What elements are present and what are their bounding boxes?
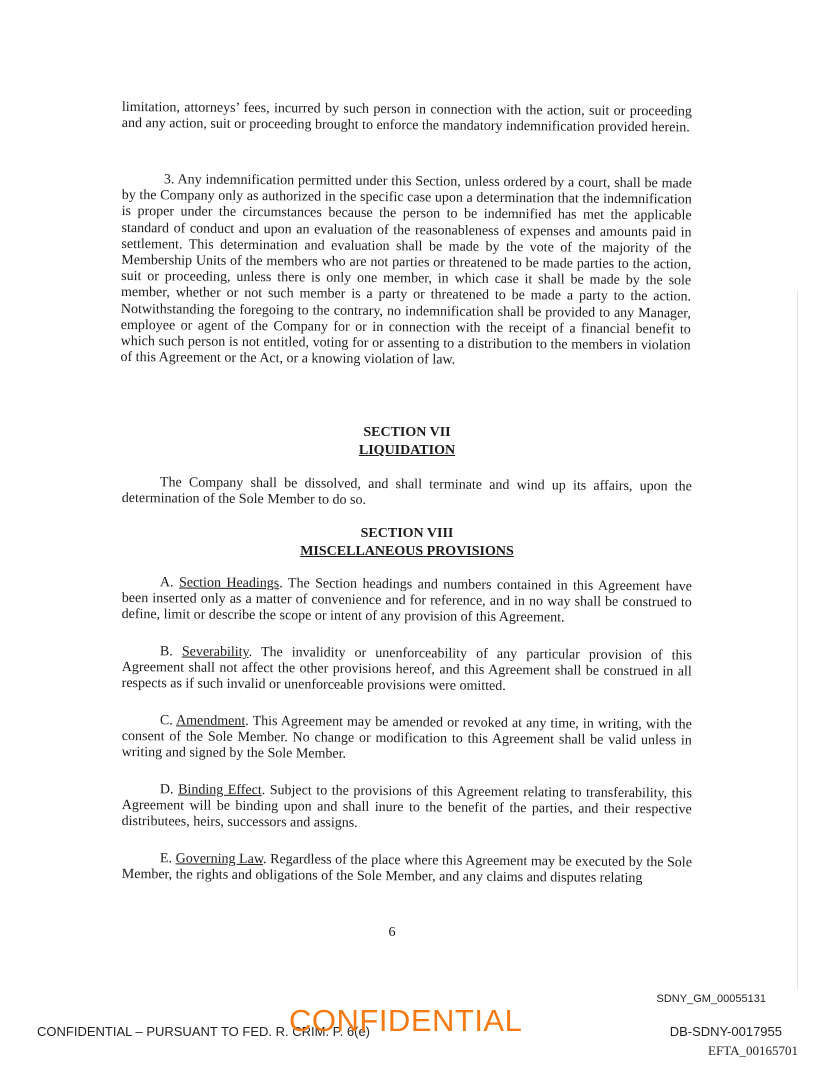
provision-letter: A.: [159, 575, 174, 591]
document-id: DB-SDNY-0017955: [669, 1024, 782, 1039]
paragraph-indemnification-3: [120, 172, 692, 371]
section-title: LIQUIDATION: [358, 443, 456, 458]
scan-edge-line: [797, 290, 798, 990]
confidentiality-notice: CONFIDENTIAL – PURSUANT TO FED. R. CRIM. P. 6(e): [37, 1024, 371, 1039]
provision-heading: Severability: [181, 644, 249, 660]
provision-letter: C.: [159, 713, 173, 729]
section-number: SECTION VII: [363, 425, 451, 440]
provision-a: [122, 575, 692, 628]
paragraph-indemnification-continued: [122, 100, 692, 137]
provision-text: . Regardless of the place where this Agreement may be executed by the Sole Member, the rights and obligations of the Sole Member, and any claims and disputes relating: [121, 852, 692, 887]
page-number: 6: [388, 925, 396, 940]
provision-heading: Section Headings: [178, 575, 280, 592]
efta-number: EFTA_00165701: [708, 1043, 798, 1058]
bates-number: SDNY_GM_00055131: [656, 993, 766, 1005]
provision-text: . This Agreement may be amended or revoked at any time, in writing, with the consent of the Sole Member. No change or modification to this Agreement shall be valid unless in writing and signed by the Sole Member.: [121, 713, 692, 763]
provision-heading: Governing Law: [175, 851, 264, 868]
provision-e: [122, 851, 692, 888]
section-viii-heading: [122, 525, 692, 561]
section-number: SECTION VIII: [360, 526, 454, 541]
provision-d: [122, 782, 692, 835]
provision-text: . Subject to the provisions of this Agreement relating to transferability, this Agreement will be binding upon and shall inure to the benefit of the parties, and their respective distributees, heirs, successors and assigns.: [121, 783, 692, 832]
provision-heading: Amendment: [176, 713, 246, 729]
provision-c: [122, 713, 692, 766]
provision-letter: B.: [159, 644, 173, 660]
confidential-stamp: CONFIDENTIAL: [289, 1003, 523, 1038]
provision-b: [122, 644, 692, 697]
paragraph-text: 3. Any indemnification permitted under this Section, unless ordered by a court, shall be made by the Company only as authorized in the specific case upon a determination that the indemnification is proper under the circumstances because the person to be indemnified has met the applicable standard of conduct and upon an evaluation of the reasonableness of expenses and amounts paid in settlement. This determination and evaluation shall be made by the vote of the majority of the Membership Units of the members who are not parties or threatened to be made parties to the action, suit or proceeding, unless there is only one member, in which case it shall be made by the sole member, whether or not such member is a party or threatened to be made a party to the action. Notwithstanding the foregoing to the contrary, no indemnification shall be provided to any Manager, employee or agent of the Company for or in connection with the receipt of a financial benefit to which such person is not entitled, voting for or assenting to a distribution to the members in violation of this Agreement or the Act, or a knowing violation of law.: [120, 172, 692, 368]
provision-letter: D.: [159, 782, 174, 798]
paragraph-text: The Company shall be dissolved, and shall terminate and wind up its affairs, upon the determination of the Sole Member to do so.: [121, 475, 692, 509]
section-vii-heading: [122, 424, 692, 460]
provision-letter: E.: [159, 851, 173, 867]
provision-text: . The invalidity or unenforceability of any particular provision of this Agreement shall not affect the other provisions hereof, and this Agreement shall be construed in all respects as if such invalid or unenforceable provisions were omitted.: [121, 644, 692, 695]
paragraph-liquidation: [122, 475, 692, 512]
provision-heading: Binding Effect: [178, 782, 262, 799]
provision-text: . The Section headings and numbers contained in this Agreement have been inserted only as a matter of convenience and for reference, and in no way shall be construed to define, limit or describe the scope or intent of any provision of this Agreement.: [121, 576, 692, 626]
section-title: MISCELLANEOUS PROVISIONS: [300, 544, 514, 559]
paragraph-text: limitation, attorneys’ fees, incurred by such person in connection with the action, suit or proceeding and any action, suit or proceeding brought to enforce the mandatory indemnification provided herein.: [121, 100, 692, 136]
